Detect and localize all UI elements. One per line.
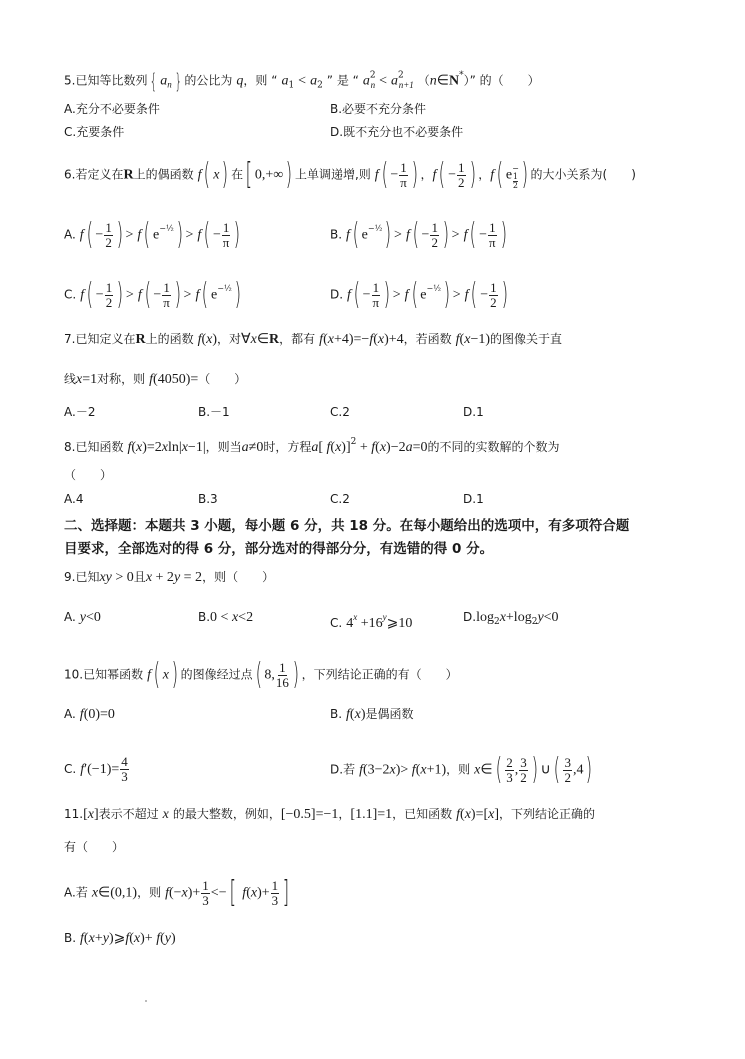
question-6-stem: 6.若定义在R上的偶函数 f( x) 在[ 0,+∞) 上单调递增,则 f( − $\frac{1}{\pi}$ ) ，f( − $\frac{1}{2}$ ) ，f( e− 1 2 ) 的大小关系为( ) [64, 157, 636, 192]
question-10-stem: 10.已知幂函数 f( x) 的图像经过点( 8, $\frac{1}{16}$ ) ，下列结论正确的有（ ） [64, 657, 458, 692]
question-10-option-d[interactable]: D.若 f(3−2x)> f(x+1)，则 x∈( $\frac{2}{3}$ , $\frac{3}{2}$ ) ∪( $\frac{3}{2}$ ,4) [330, 752, 593, 787]
question-8-stem: 8.已知函数 f(x)=2xln|x−1|，则当a≠0时，方程a[ f(x)]$^2$ + f(x)−2a=0的不同的实数解的个数为 [64, 437, 560, 455]
question-7-option-b[interactable]: B.－1 [198, 405, 230, 419]
question-8-option-b[interactable]: B.3 [198, 492, 218, 506]
question-8-blank: （ ） [64, 468, 113, 482]
question-7-option-d[interactable]: D.1 [463, 405, 484, 419]
question-9-option-b[interactable]: B.0 < x<2 [198, 610, 254, 625]
question-7-option-c[interactable]: C.2 [330, 405, 350, 419]
question-6-option-c[interactable]: C. f( − $\frac{1}{2}$ ) > f( − $\frac{1}{\pi}$ ) > f( e−½) [64, 277, 241, 312]
question-11-stem-line2: 有（ ） [64, 840, 125, 854]
question-8-option-d[interactable]: D.1 [463, 492, 484, 506]
question-10-option-c[interactable]: C. f′(−1)= $\frac{4}{3}$ [64, 754, 128, 784]
question-9-option-d[interactable]: $D.\log_2x+\log_2y<0$ [463, 610, 559, 627]
question-11-option-b[interactable]: B. f(x+y)⩾f(x)+ f(y) [64, 931, 176, 946]
question-8-option-a[interactable]: A.4 [64, 492, 84, 506]
question-10-option-a[interactable]: A. f(0)=0 [64, 707, 115, 722]
section-2-heading-line2: 目要求，全部选对的得 6 分，部分选对的得部分分，有选错的得 0 分。 [64, 541, 494, 557]
question-9-option-c[interactable]: C. $4^x$ $+16^y⩾10$ [330, 612, 413, 631]
question-5-stem: 5.已知等比数列 { $a_n$ } 的公比为 q，则 “ $a_1 < a_2$ ” 是 “ $a^2_n < a^2_{n+1}$ （n∈N*）” 的（ ） [64, 69, 540, 93]
section-2-heading-line1: 二、选择题：本题共 3 小题，每小题 6 分，共 18 分。在每小题给出的选项中，有多项符合题 [64, 518, 630, 534]
question-5-option-c[interactable]: C.充要条件 [64, 125, 125, 139]
question-7-stem-line2: 线x=1对称，则 f(4050)=（ ） [64, 372, 247, 387]
question-6-option-d[interactable]: D. f( − $\frac{1}{\pi}$ ) > f( e−½) > f( − $\frac{1}{2}$ ) [330, 277, 508, 312]
question-11-option-a[interactable]: A.若 x∈(0,1)，则 f(−x)+ $\frac{1}{3}$ <−[ f(x)+ $\frac{1}{3}$ ] [64, 875, 290, 910]
question-7-option-a[interactable]: A.－2 [64, 405, 96, 419]
question-8-option-c[interactable]: C.2 [330, 492, 350, 506]
question-9-stem: 9.已知xy > 0且x + 2y = 2，则（ ） [64, 570, 275, 585]
question-5-option-a[interactable]: A.充分不必要条件 [64, 102, 160, 116]
question-10-option-b[interactable]: B. f(x)是偶函数 [330, 707, 414, 722]
question-6-option-b[interactable]: B. f( e−½) > f( − $\frac{1}{2}$ ) > f( − $\frac{1}{\pi}$ ) [330, 217, 507, 252]
question-6-option-a[interactable]: A. f( − $\frac{1}{2}$ ) > f( e−½) > f( − $\frac{1}{\pi}$ ) [64, 217, 241, 252]
question-7-stem-line1: 7.已知定义在R上的函数 f(x)，对∀x∈R，都有 f(x+4)=−f(x)+4，若函数 f(x−1)的图像关于直 [64, 332, 563, 347]
question-5-option-b[interactable]: B.必要不充分条件 [330, 102, 427, 116]
stray-dot [145, 1000, 147, 1002]
question-11-stem-line1: 11.[x]表示不超过 x 的最大整数，例如，[−0.5]=−1，[1.1]=1，已知函数 f(x)=[x]，下列结论正确的 [64, 807, 596, 822]
question-5-option-d[interactable]: D.既不充分也不必要条件 [330, 125, 464, 139]
question-9-option-a[interactable]: A. y<0 [64, 610, 101, 625]
